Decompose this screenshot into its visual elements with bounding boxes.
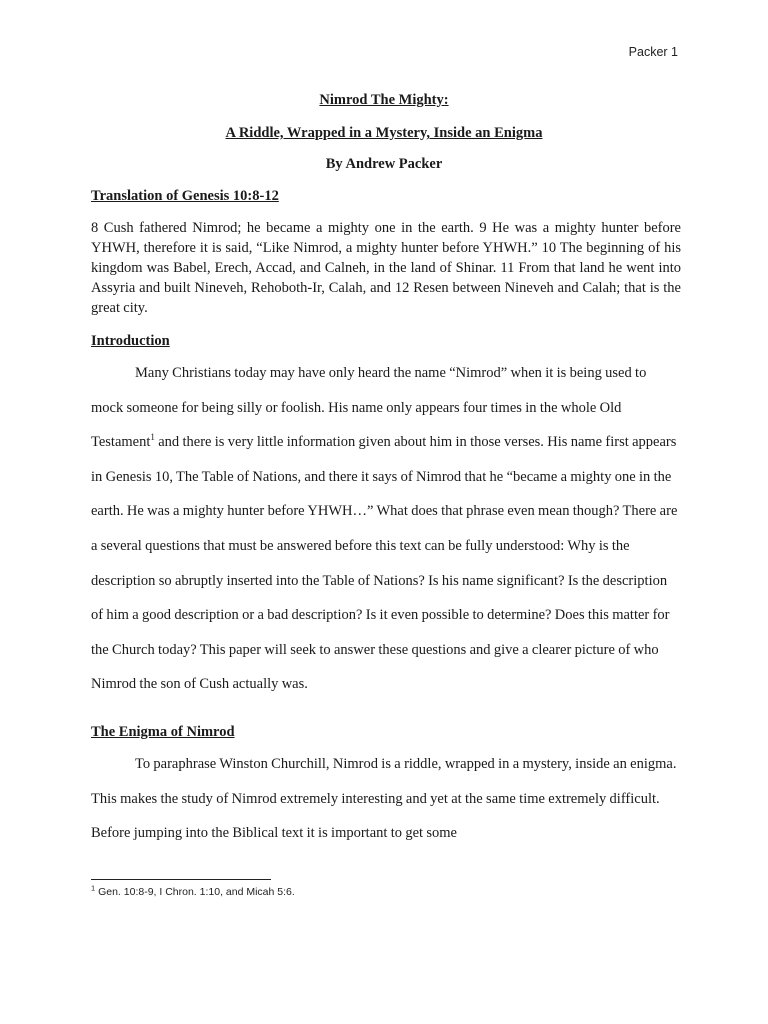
- footnote: [91, 883, 295, 898]
- title-line-2: A Riddle, Wrapped in a Mystery, Inside an Enigma: [225, 125, 543, 141]
- section-heading-translation: Translation of Genesis 10:8-12: [91, 188, 279, 204]
- footnote-marker: 1: [91, 883, 96, 893]
- author-line: By Andrew Packer: [325, 156, 443, 172]
- translation-paragraph: 8 Cush fathered Nimrod; he became a mighty one in the earth. 9 He was a mighty hunter before YHWH, therefore it is said, “Like Nimrod, a mighty hunter before YHWH.” 10 The beginning of his kingdom was Babel, Erech, Accad, and Calneh, in the land of Shinar. 11 From that land he went into Assyria and built Nineveh, Rehoboth-Ir, Calah, and 12 Resen between Nineveh and Calah; that is the great city.: [91, 220, 681, 316]
- footnote-reference[interactable]: 1: [150, 432, 155, 443]
- enigma-paragraph: [91, 747, 681, 851]
- title-line-1: Nimrod The Mighty:: [319, 92, 449, 108]
- enigma-text: To paraphrase Winston Churchill, Nimrod is a riddle, wrapped in a mystery, inside an enigma. This makes the study of Nimrod extremely interesting and yet at the same time extremely difficult. Before jumping into the Biblical text it is important to get some: [91, 756, 677, 842]
- section-heading-introduction: Introduction: [91, 333, 170, 349]
- introduction-text-part-1: Many Christians today may have only heard the name “Nimrod” when it is being used to mock someone for being silly or foolish. His name only appears four times in the whole Old Testament: [91, 365, 647, 451]
- running-head: Packer 1: [628, 45, 678, 59]
- section-heading-enigma: The Enigma of Nimrod: [91, 724, 235, 740]
- introduction-text-part-2: and there is very little information given about him in those verses. His name first appears in Genesis 10, The Table of Nations, and there it says of Nimrod that he “became a mighty one in the earth. He was a mighty hunter before YHWH…” What does that phrase even mean though? There are a several questions that must be answered before this text can be fully understood: Why is the description so abruptly inserted into the Table of Nations? Is his name significant? Is the description of him a good description or a bad description? Is it even possible to determine? Does this matter for the Church today? This paper will seek to answer these questions and give a clearer picture of who Nimrod the son of Cush actually was.: [91, 434, 678, 693]
- introduction-paragraph: [91, 356, 681, 702]
- footnote-text: Gen. 10:8-9, I Chron. 1:10, and Micah 5:6.: [95, 886, 295, 898]
- footnote-separator: [91, 879, 271, 880]
